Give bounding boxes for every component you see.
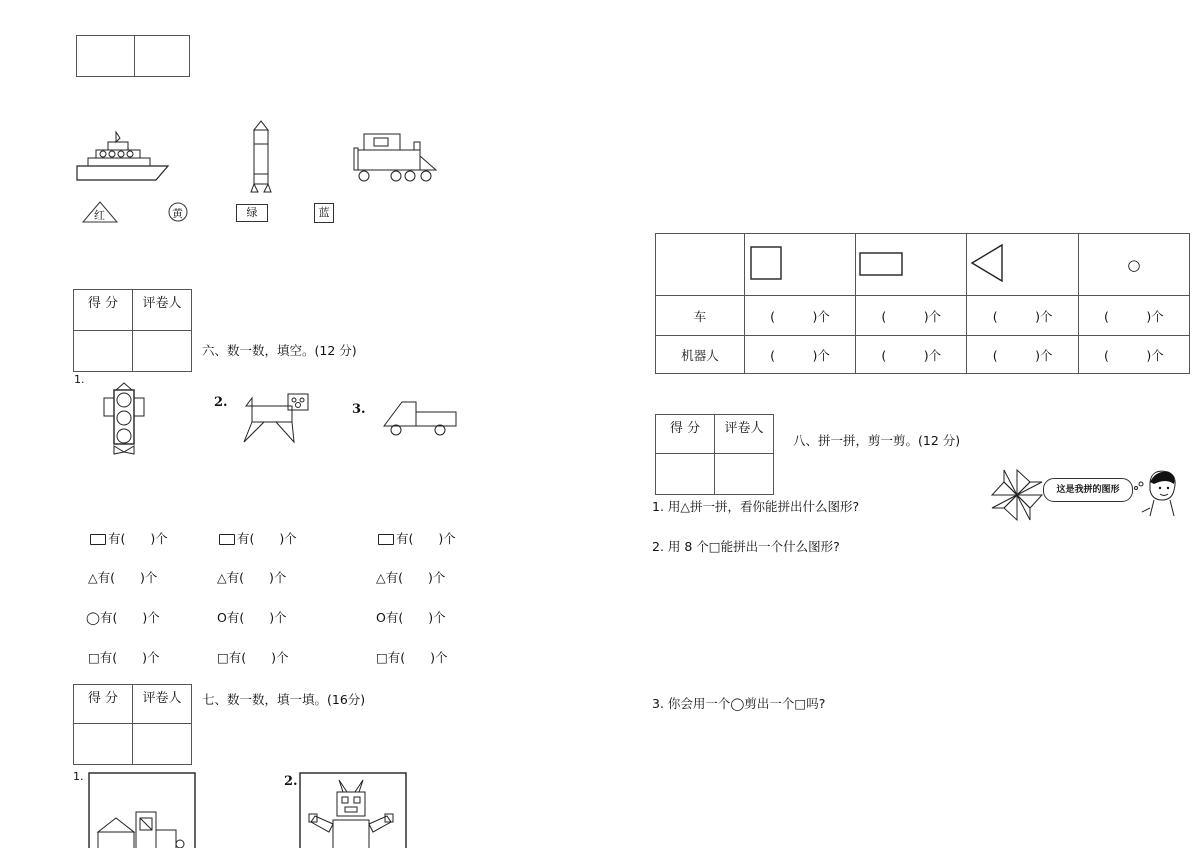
row-label-car: 车 — [656, 296, 745, 336]
count-row-square-3: □有( )个 — [376, 650, 448, 665]
section7-title: 七、数一数，填一填。(16分) — [202, 692, 366, 707]
boy-figure — [1130, 468, 1180, 522]
item-number: 2. — [214, 395, 228, 410]
rectangle-icon — [378, 534, 394, 545]
color-tag-green: 绿 — [236, 204, 268, 222]
color-tag-blue: 蓝 — [314, 203, 334, 223]
count-row-tri-3: △有( )个 — [376, 570, 446, 585]
count-row-rect-2: 有( )个 — [219, 529, 297, 547]
count-cell[interactable]: ( )个 — [856, 336, 967, 374]
rectangle-icon — [90, 534, 106, 545]
count-cell[interactable]: ( )个 — [856, 296, 967, 336]
count-cell[interactable]: ( )个 — [1078, 296, 1189, 336]
count-row-tri-1: △有( )个 — [88, 570, 158, 585]
score-label: 得 分 — [74, 685, 133, 724]
section6-score-table — [73, 289, 192, 372]
score-label: 得 分 — [74, 290, 133, 331]
pinwheel-figure — [990, 468, 1044, 522]
header-circle: ○ — [1078, 234, 1189, 296]
count-row-circle-3: O有( )个 — [376, 610, 446, 625]
count-cell[interactable]: ( )个 — [744, 296, 855, 336]
truck-figure — [382, 398, 460, 438]
header-triangle — [967, 234, 1078, 296]
top-score-box — [76, 35, 190, 77]
row-label-robot: 机器人 — [656, 336, 745, 374]
header-rectangle — [856, 234, 967, 296]
question-3: 3. 你会用一个◯剪出一个□吗? — [652, 696, 826, 711]
count-row-circle-1: ◯有( )个 — [86, 610, 160, 625]
count-row-rect-3: 有( )个 — [378, 529, 456, 547]
count-cell[interactable]: ( )个 — [1078, 336, 1189, 374]
count-cell[interactable]: ( )个 — [744, 336, 855, 374]
score-cell[interactable] — [74, 724, 133, 765]
animal-figure — [240, 390, 314, 446]
ship-figure — [76, 128, 172, 182]
count-row-square-2: □有( )个 — [217, 650, 289, 665]
item-number: 1. — [73, 770, 84, 783]
score-cell[interactable] — [74, 331, 133, 372]
grader-cell[interactable] — [133, 724, 192, 765]
color-tag-yellow: 黄 — [168, 202, 188, 222]
header-square — [744, 234, 855, 296]
grader-cell[interactable] — [715, 454, 774, 495]
grader-label: 评卷人 — [715, 415, 774, 454]
speech-bubble: 这是我拼的图形 — [1043, 478, 1133, 502]
rectangle-icon — [219, 534, 235, 545]
item-number: 2. — [284, 774, 298, 789]
grader-label: 评卷人 — [133, 290, 192, 331]
grader-cell[interactable] — [133, 331, 192, 372]
count-row-square-1: □有( )个 — [88, 650, 160, 665]
robot-box-figure — [299, 772, 409, 848]
count-cell[interactable]: ( )个 — [967, 296, 1078, 336]
grader-label: 评卷人 — [133, 685, 192, 724]
item-number: 1. — [74, 373, 85, 386]
count-row-circle-2: O有( )个 — [217, 610, 287, 625]
count-row-tri-2: △有( )个 — [217, 570, 287, 585]
section8-score-table — [655, 414, 774, 495]
count-row-rect-1: 有( )个 — [90, 529, 168, 547]
rocket-figure — [250, 120, 272, 194]
corner-cell — [656, 234, 745, 296]
section6-title: 六、数一数，填空。(12 分) — [202, 343, 357, 358]
shape-count-table — [655, 233, 1190, 374]
train-figure — [352, 132, 438, 184]
count-cell[interactable]: ( )个 — [967, 336, 1078, 374]
car-box-figure — [88, 772, 198, 848]
score-cell[interactable] — [656, 454, 715, 495]
question-2: 2. 用 8 个□能拼出一个什么图形? — [652, 539, 840, 554]
color-tag-red: 红 — [82, 201, 118, 223]
score-label: 得 分 — [656, 415, 715, 454]
item-number: 3. — [352, 402, 366, 417]
section7-score-table — [73, 684, 192, 765]
question-1: 1. 用△拼一拼，看你能拼出什么图形? — [652, 499, 860, 514]
section8-title: 八、拼一拼，剪一剪。(12 分) — [793, 433, 961, 448]
robot-tower-figure — [102, 382, 146, 456]
